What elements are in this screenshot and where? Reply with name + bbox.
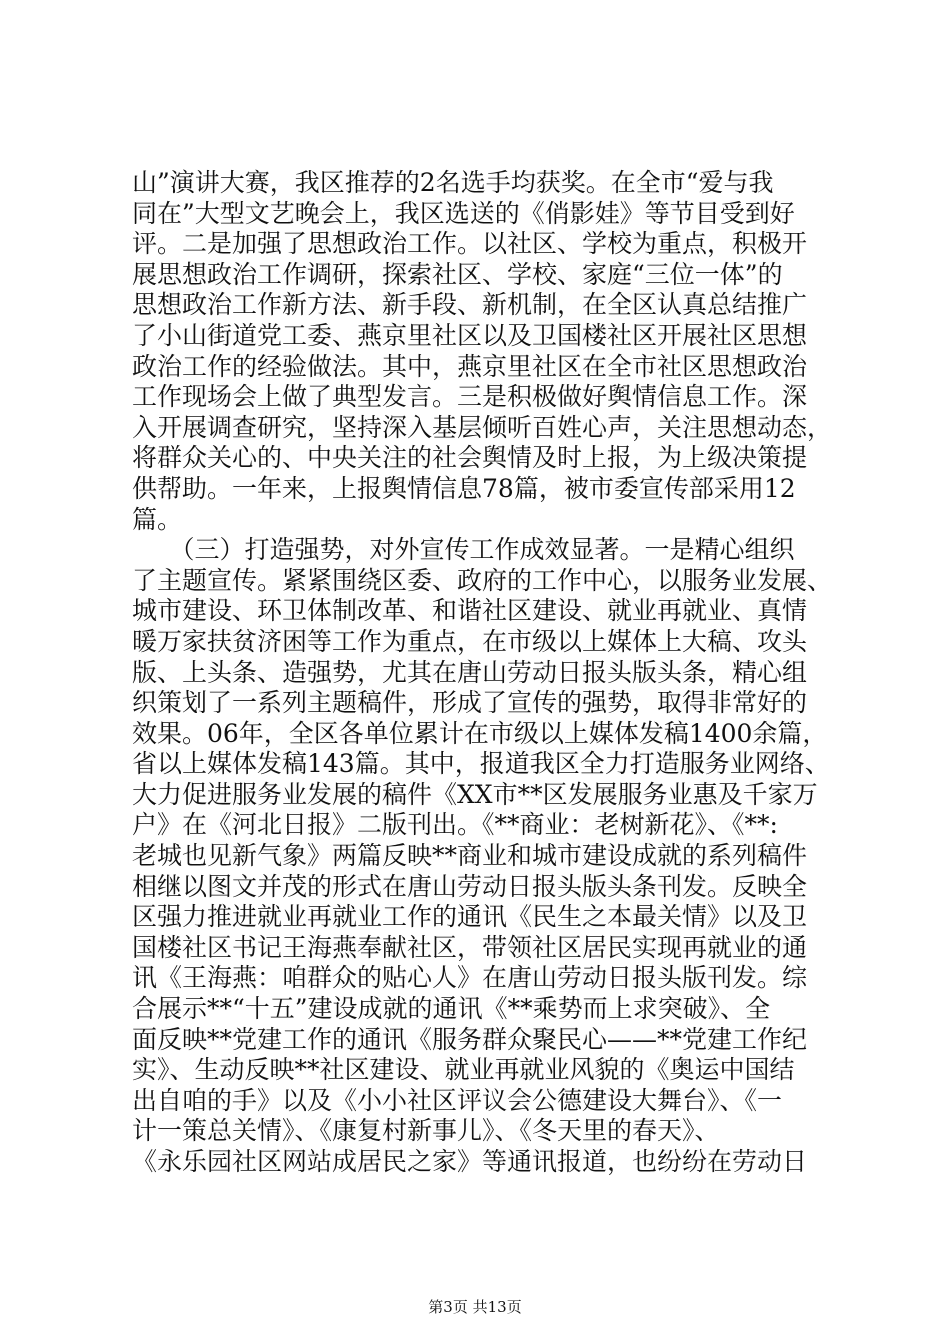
text-line: 合展示**“十五”建设成就的通讯《**乘势而上求突破》、全 xyxy=(132,994,771,1024)
text-line: 篇。 xyxy=(132,504,183,534)
text-line: 版、上头条、造强势，尤其在唐山劳动日报头版头条，精心组 xyxy=(132,657,808,687)
text-line: 政治工作的经验做法。其中，燕京里社区在全市社区思想政治 xyxy=(132,351,808,381)
text-line: 将群众关心的、中央关注的社会舆情及时上报，为上级决策提 xyxy=(132,443,808,473)
text-line: 实》、生动反映**社区建设、就业再就业风貌的《奥运中国结 xyxy=(132,1055,795,1085)
text-line: 展思想政治工作调研，探索社区、学校、家庭“三位一体”的 xyxy=(132,259,783,289)
page-footer: 第3页 共13页 xyxy=(428,1298,522,1316)
text-line: 出自咱的手》以及《小小社区评议会公德建设大舞台》、《一 xyxy=(132,1085,783,1115)
text-line: 思想政治工作新方法、新手段、新机制，在全区认真总结推广 xyxy=(132,290,808,320)
body-text xyxy=(132,168,832,1178)
text-line: 计一策总关情》、《康复村新事儿》、《冬天里的春天》、 xyxy=(132,1116,720,1146)
text-line: 山”演讲大赛，我区推荐的2名选手均获奖。在全市“爱与我 xyxy=(132,168,774,197)
text-line: 供帮助。一年来，上报舆情信息78篇，被市委宣传部采用12 xyxy=(132,473,796,503)
text-line: 评。二是加强了思想政治工作。以社区、学校为重点，积极开 xyxy=(132,229,808,259)
text-line: 省以上媒体发稿143篇。其中，报道我区全力打造服务业网络、 xyxy=(132,749,830,779)
text-line: 相继以图文并茂的形式在唐山劳动日报头版头条刊发。反映全 xyxy=(132,871,808,901)
text-line: 工作现场会上做了典型发言。三是积极做好舆情信息工作。深 xyxy=(132,382,808,412)
text-line: 效果。06年，全区各单位累计在市级以上媒体发稿1400余篇， xyxy=(132,718,828,748)
text-line: 国楼社区书记王海燕奉献社区，带领社区居民实现再就业的通 xyxy=(132,932,808,962)
text-line: 入开展调查研究，坚持深入基层倾听百姓心声，关注思想动态， xyxy=(132,412,833,442)
text-line: 了主题宣传。紧紧围绕区委、政府的工作中心，以服务业发展、 xyxy=(132,565,833,595)
text-line: 了小山街道党工委、燕京里社区以及卫国楼社区开展社区思想 xyxy=(132,320,808,350)
text-line: （三）打造强势，对外宣传工作成效显著。一是精心组织 xyxy=(132,535,795,565)
text-line: 同在”大型文艺晚会上，我区选送的《俏影娃》等节目受到好 xyxy=(132,198,795,228)
text-line: 区强力推进就业再就业工作的通讯《民生之本最关情》以及卫 xyxy=(132,902,808,932)
text-line: 暖万家扶贫济困等工作为重点，在市级以上媒体上大稿、攻头 xyxy=(132,626,808,656)
text-line: 户》在《河北日报》二版刊出。《**商业：老树新花》、《**: xyxy=(132,810,778,840)
text-line: 城市建设、环卫体制改革、和谐社区建设、就业再就业、真情 xyxy=(132,596,808,626)
text-line: 织策划了一系列主题稿件，形成了宣传的强势，取得非常好的 xyxy=(132,688,808,718)
text-line: 《永乐园社区网站成居民之家》等通讯报道，也纷纷在劳动日 xyxy=(132,1147,808,1176)
text-line: 讯《王海燕：咱群众的贴心人》在唐山劳动日报头版刊发。综 xyxy=(132,963,808,993)
text-line: 面反映**党建工作的通讯《服务群众聚民心——**党建工作纪 xyxy=(132,1024,808,1054)
text-line: 大力促进服务业发展的稿件《XX市**区发展服务业惠及千家万 xyxy=(132,779,818,809)
text-line: 老城也见新气象》两篇反映**商业和城市建设成就的系列稿件 xyxy=(132,841,808,871)
